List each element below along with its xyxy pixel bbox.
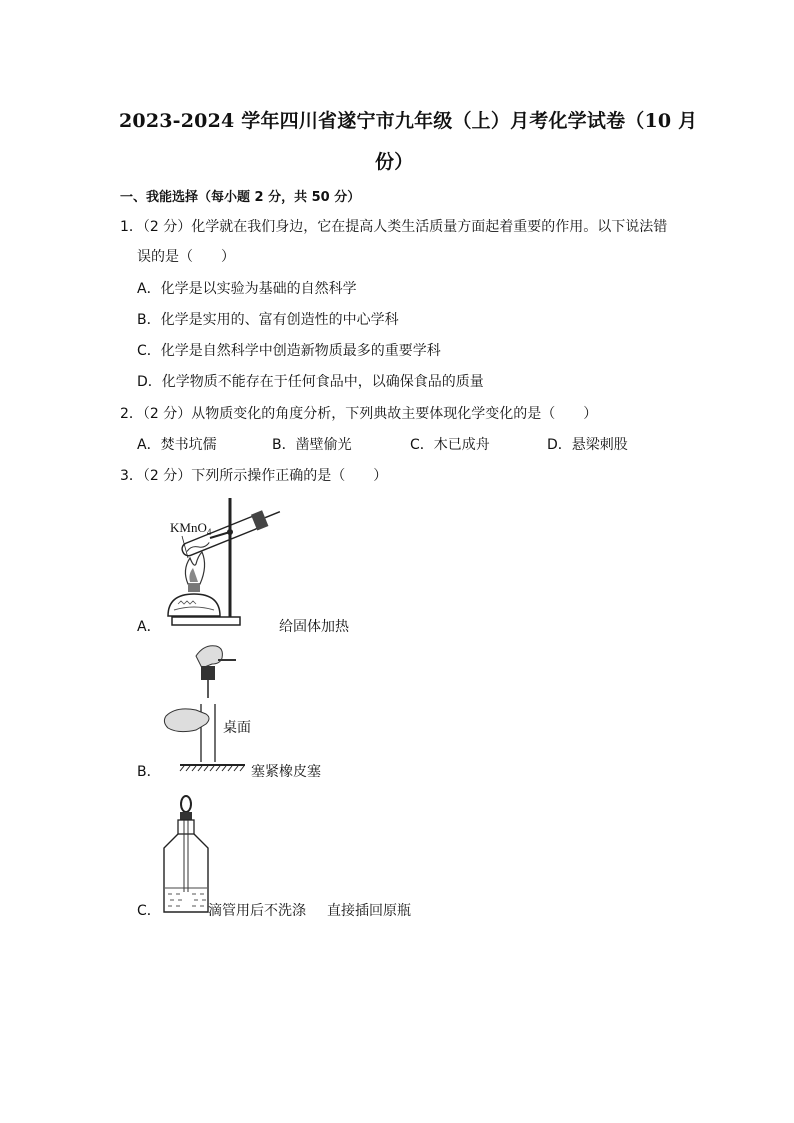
question-1-option-d: D．化学物质不能存在于任何食品中，以确保食品的质量	[137, 374, 484, 390]
question-3-option-b-label: B．	[137, 764, 161, 780]
section-heading: 一、我能选择（每小题 2 分，共 50 分）	[120, 190, 361, 205]
question-2-option-d: D．悬梁刺股	[547, 437, 628, 453]
question-2-stem: 2．（2 分）从物质变化的角度分析，下列典故主要体现化学变化的是（ ）	[120, 406, 598, 422]
kmno4-label: KMnO$_4$	[170, 520, 212, 537]
question-2-option-b: B．凿壁偷光	[272, 437, 352, 453]
dropper-bottle-figure	[160, 792, 212, 916]
question-3-option-c-caption-1: 滴管用后不洗涤	[208, 903, 306, 919]
question-2-option-a: A．焚书坑儒	[137, 437, 217, 453]
question-3-option-a-label: A．	[137, 619, 161, 635]
question-1-stem-continued: 误的是（ ）	[137, 249, 235, 265]
question-1-option-a: A．化学是以实验为基础的自然科学	[137, 281, 357, 297]
page-title: 2023-2024 学年四川省遂宁市九年级（上）月考化学试卷（10 月	[119, 110, 698, 132]
question-3-option-c-label: C．	[137, 903, 161, 919]
question-2-option-c: C．木已成舟	[410, 437, 490, 453]
question-1-option-b: B．化学是实用的、富有创造性的中心学科	[137, 312, 399, 328]
heating-apparatus-figure	[160, 492, 285, 632]
question-1-stem: 1．（2 分）化学就在我们身边，它在提高人类生活质量方面起着重要的作用。以下说法错	[120, 219, 668, 235]
question-3-option-c-caption-2: 直接插回原瓶	[327, 903, 411, 919]
page-title-continued: 份）	[375, 151, 414, 173]
question-3-option-b-caption: 塞紧橡皮塞	[251, 764, 321, 780]
stopper-insertion-figure	[160, 642, 250, 772]
question-3-option-a-caption: 给固体加热	[279, 619, 349, 635]
question-1-option-c: C．化学是自然科学中创造新物质最多的重要学科	[137, 343, 441, 359]
desk-label: 桌面	[223, 720, 251, 736]
question-3-stem: 3．（2 分）下列所示操作正确的是（ ）	[120, 468, 388, 484]
